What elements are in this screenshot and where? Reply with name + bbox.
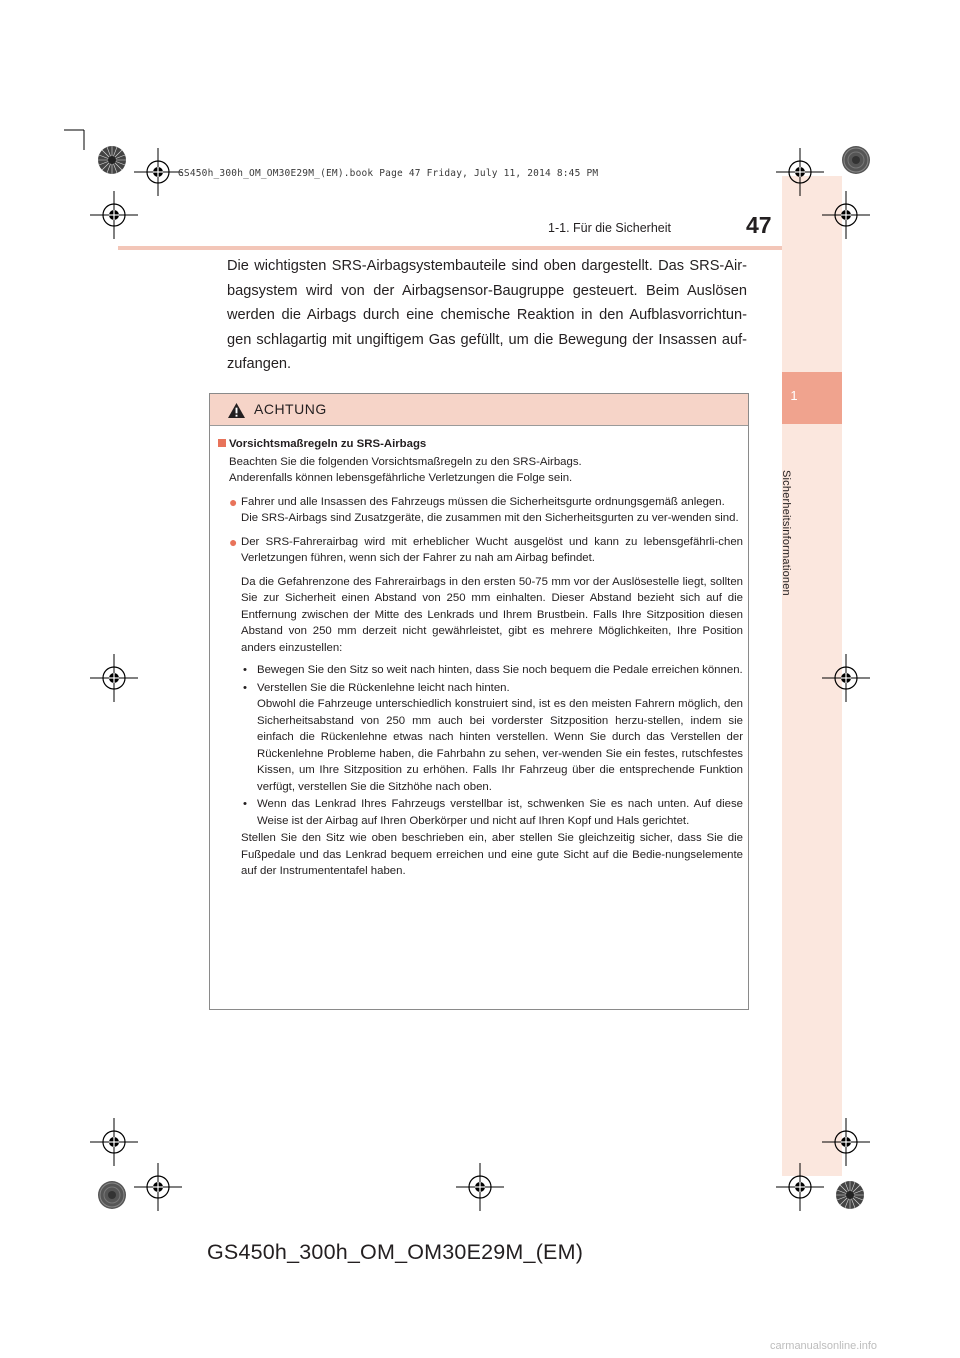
header-rule bbox=[118, 246, 782, 250]
bullet-1-text: Fahrer und alle Insassen des Fahrzeugs müssen die Sicherheitsgurte ordnungsgemäß anlegen. bbox=[241, 495, 725, 508]
book-stamp: GS450h_300h_OM_OM30E29M_(EM).book Page 47 Friday, July 11, 2014 8:45 PM bbox=[178, 168, 599, 179]
warning-body bbox=[218, 436, 743, 880]
list-item bbox=[218, 534, 743, 880]
intro-paragraph: Die wichtigsten SRS-Airbagsystembauteile sind oben dargestellt. Das SRS-Air-bagsystem wird von der Airbagsensor-Baugruppe gesteuert. Beim Auslösen werden die Airbags durch eine chemische Reaktion in den Aufblasvorrichtun-gen schlagartig mit ungiftigem Gas gefüllt, um die Bewegung der Insassen auf-zufangen. bbox=[227, 258, 747, 372]
dash-2-text: Verstellen Sie die Rückenlehne leicht nach hinten. bbox=[257, 681, 510, 694]
chapter-number: 1 bbox=[790, 388, 798, 403]
warning-intro-2: Anderenfalls können lebensgefährliche Verletzungen die Folge sein. bbox=[229, 472, 573, 484]
dash-1-text: Bewegen Sie den Sitz so weit nach hinten, dass Sie noch bequem die Pedale erreichen können. bbox=[257, 664, 743, 676]
bullet-2-text: Der SRS-Fahrerairbag wird mit erheblicher Wucht ausgelöst und kann zu lebensgefährli-chen Verletzungen führen, wenn sich der Fahrer zu nah am Airbag befindet. bbox=[241, 535, 743, 564]
circle-bullet-icon: ● bbox=[229, 493, 238, 510]
dash-item: • Verstellen Sie die Rückenlehne leicht nach hinten. Obwohl die Fahrzeuge unterschiedlich konstruiert sind, ist es den meisten Fahrern möglich, den Sicherheitsabstand von 250 mm auch bei vorderster Sitzposition herzu-stellen, indem sie einfach die Rückenlehne etwas nach hinten verstellen. Wenn Sie durch das Verstellen der Rückenlehne Probleme haben, die Fahrbahn zu sehen, ver-wenden Sie ein festes, rutschfestes Kissen, um Ihre Sitzposition zu erhöhen. Falls Ihr Fahrzeug über die entsprechende Funktion verfügt, verstellen Sie die Sitzhöhe nach oben. bbox=[241, 680, 743, 796]
dash-item: • Wenn das Lenkrad Ihres Fahrzeugs verstellbar ist, schwenken Sie es nach unten. Auf diese Weise ist der Airbag auf Ihren Oberkörper und nicht auf Ihren Kopf und Hals gerichtet. bbox=[241, 796, 743, 829]
dash-3-text: Wenn das Lenkrad Ihres Fahrzeugs verstellbar ist, schwenken Sie es nach unten. Auf diese Weise ist der Airbag auf Ihren Oberkörper und nicht auf Ihren Kopf und Hals gerichtet. bbox=[257, 798, 743, 827]
dash-item: • Bewegen Sie den Sitz so weit nach hinten, dass Sie noch bequem die Pedale erreichen können. bbox=[241, 662, 743, 679]
dash-2-detail: Obwohl die Fahrzeuge unterschiedlich konstruiert sind, ist es den meisten Fahrern möglich, den Sicherheitsabstand von 250 mm auch bei vorderster Sitzposition herzu-stellen, indem sie einfach die Rückenlehne etwas nach hinten verstellen. Wenn Sie durch das Verstellen der Rückenlehne Probleme haben, die Fahrbahn zu sehen, ver-wenden Sie ein festes, rutschfestes Kissen, um Ihre Sitzposition zu erhöhen. Falls Ihr Fahrzeug über die entsprechende Funktion verfügt, verstellen Sie die Sitzhöhe nach oben. bbox=[257, 698, 743, 793]
chapter-label: Sicherheitsinformationen bbox=[780, 470, 792, 596]
warning-tail: Stellen Sie den Sitz wie oben beschrieben ein, aber stellen Sie gleichzeitig sicher, dass Sie die Fußpedale und das Lenkrad bequem erreichen und eine gute Sicht auf die Bedie-nungselemente auf der Instrumententafel haben. bbox=[241, 832, 743, 877]
bullet-2-detail: Da die Gefahrenzone des Fahrerairbags in den ersten 50-75 mm vor der Auslösestelle liegt, sollten Sie zur Sicherheit einen Abstand von 250 mm einhalten. Dieser Abstand bezieht sich auf die Entfernung zwischen der Mitte des Lenkrads und Ihrem Brustbein. Falls Ihre Sitzposition diesen Abstand von 250 mm derzeit nicht gewährleistet, gibt es mehrere Möglichkeiten, Ihre Position anders einzustellen: bbox=[241, 575, 743, 654]
watermark: carmanualsonline.info bbox=[770, 1340, 878, 1352]
section-title: 1-1. Für die Sicherheit bbox=[548, 221, 671, 235]
warning-intro-1: Beachten Sie die folgenden Vorsichtsmaßregeln zu den SRS-Airbags. bbox=[229, 455, 582, 468]
bullet-1-note: Die SRS-Airbags sind Zusatzgeräte, die zusammen mit den Sicherheitsgurten zu ver-wenden sind. bbox=[241, 512, 739, 524]
list-item bbox=[218, 494, 743, 527]
model-code: GS450h_300h_OM_OM30E29M_(EM) bbox=[207, 1240, 584, 1264]
warning-title: ACHTUNG bbox=[254, 401, 327, 417]
page-number: 47 bbox=[746, 212, 772, 238]
circle-bullet-icon: ● bbox=[229, 533, 238, 550]
square-bullet-icon bbox=[218, 439, 226, 447]
warning-triangle-icon bbox=[227, 402, 246, 419]
warning-heading: Vorsichtsmaßregeln zu SRS-Airbags bbox=[218, 436, 743, 453]
